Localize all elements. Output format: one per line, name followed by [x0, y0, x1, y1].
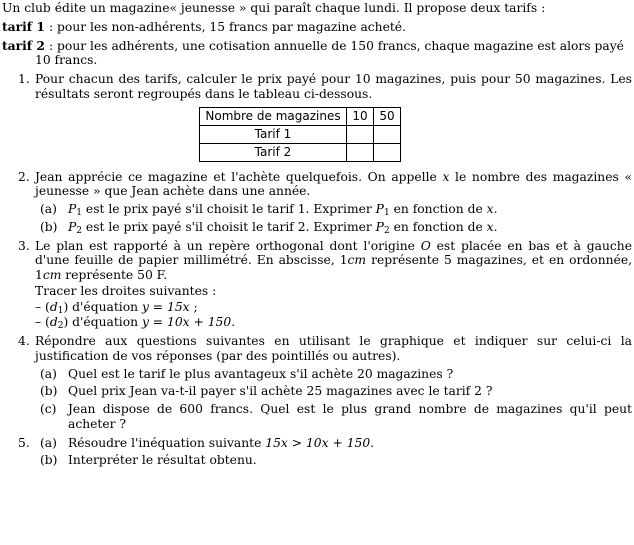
question-5-number: 5.	[18, 435, 30, 450]
price-p1-symbol: P	[375, 202, 384, 216]
line-d2-text: ) d'équation	[63, 315, 142, 330]
question-4a	[35, 367, 632, 382]
unit-cm: cm	[42, 268, 62, 282]
table-row	[200, 125, 401, 143]
line-d2	[35, 315, 632, 330]
question-4c-number: (c)	[40, 402, 57, 416]
inequation: 15x > 10x + 150	[265, 435, 371, 450]
question-1	[2, 72, 632, 102]
line-d2-symbol: d	[49, 315, 58, 330]
question-4b-text: Quel prix Jean va-t-il payer s'il achète 25 magazines avec le tarif 2 ?	[68, 384, 493, 399]
price-p1-subscript: 1	[383, 208, 390, 218]
line-d1	[35, 300, 632, 315]
line-d1-end: ;	[189, 299, 198, 314]
results-table	[199, 107, 401, 162]
question-5b	[35, 453, 632, 468]
question-3-text-4: représente 50 F.	[61, 268, 168, 282]
price-p2-subscript: 2	[76, 225, 83, 236]
question-2b-end: .	[493, 219, 498, 234]
line-d1-prefix: – (	[35, 299, 50, 314]
table-header-cell: 50	[374, 107, 401, 125]
table-row-label: Tarif 1	[200, 125, 347, 143]
question-5b-number: (b)	[40, 453, 58, 468]
question-3-trace: Tracer les droites suivantes :	[35, 283, 217, 298]
question-3-number: 3.	[18, 238, 30, 253]
question-3	[2, 239, 632, 331]
question-4c-text: Jean dispose de 600 francs. Quel est le plus grand nombre de magazines qu'il peut acheter ?	[68, 402, 632, 431]
tarif-2-text: : pour les adhérents, une cotisation annuelle de 150 francs, chaque magazine est alors payé 10 francs.	[35, 38, 624, 68]
line-d1-text: ) d'équation	[63, 299, 142, 314]
table-cell	[374, 125, 401, 143]
line-d2-subscript: 2	[57, 321, 64, 332]
line-d2-equation: y = 10x + 150	[141, 315, 232, 330]
intro-text: Un club édite un magazine« jeunesse » qui paraît chaque lundi. Il propose deux tarifs :	[2, 1, 546, 15]
price-p1-subscript: 1	[76, 208, 83, 218]
question-4	[2, 334, 632, 432]
question-5	[2, 436, 632, 469]
exercise-sheet	[2, 1, 632, 468]
question-4a-number: (a)	[40, 366, 57, 381]
question-4b	[35, 384, 632, 399]
question-2-text-b: le nombre des magazines « jeunesse » que Jean achète dans une année.	[35, 169, 632, 199]
question-3-text-3: représente 5 magazines, et en ordonnée, 1	[35, 253, 633, 282]
question-2a	[35, 202, 632, 217]
table-row	[200, 143, 401, 161]
question-5a-number: (a)	[40, 435, 57, 450]
line-d1-symbol: d	[49, 299, 58, 314]
tarif-2	[2, 39, 632, 69]
table-header-cell: Nombre de magazines	[200, 107, 347, 125]
question-4a-text: Quel est le tarif le plus avantageux s'il achète 20 magazines ?	[68, 366, 454, 381]
question-2b-text-2: en fonction de	[389, 219, 487, 234]
line-d1-equation: y = 15x	[141, 299, 190, 314]
tarif-2-label: tarif 2	[2, 37, 45, 53]
price-p1-symbol: P	[68, 202, 77, 216]
question-2a-text-1: est le prix payé s'il choisit le tarif 1. Exprimer	[82, 202, 376, 216]
table-header-row	[200, 107, 401, 125]
question-2a-text-2: en fonction de	[389, 202, 487, 216]
question-2-number: 2.	[18, 169, 30, 184]
line-d1-subscript: 1	[57, 305, 64, 316]
question-5a-end: .	[370, 435, 375, 450]
line-d2-prefix: – (	[35, 315, 50, 330]
question-5a	[35, 436, 632, 451]
table-header-cell: 10	[347, 107, 374, 125]
question-5b-text: Interpréter le résultat obtenu.	[68, 453, 257, 468]
variable-x: x	[486, 202, 494, 216]
price-p2-symbol: P	[68, 219, 77, 234]
question-4b-number: (b)	[40, 384, 58, 399]
question-4-number: 4.	[18, 334, 30, 348]
tarif-1-label: tarif 1	[2, 18, 45, 34]
price-p2-symbol: P	[375, 219, 384, 234]
variable-x: x	[442, 169, 450, 184]
table-row-label: Tarif 2	[200, 143, 347, 161]
question-1-text: Pour chacun des tarifs, calculer le prix payé pour 10 magazines, puis pour 50 magazines. Les résultats seront regroupés dans le tableau ci-dessous.	[35, 72, 632, 101]
tarif-1-text: : pour les non-adhérents, 15 francs par magazine acheté.	[49, 19, 406, 34]
question-4c	[35, 402, 632, 432]
question-5a-text: Résoudre l'inéquation suivante	[68, 435, 266, 450]
question-1-number: 1.	[18, 72, 30, 86]
question-3-text-1: Le plan est rapporté à un repère orthogonal dont l'origine	[35, 238, 421, 253]
question-4-text: Répondre aux questions suivantes en utilisant le graphique et indiquer sur celui-ci la justification de vos réponses (par des pointillés ou autres).	[35, 334, 632, 363]
table-cell	[347, 143, 374, 161]
question-2a-number: (a)	[40, 202, 57, 216]
variable-x: x	[486, 219, 494, 234]
tarif-1	[2, 20, 632, 35]
line-d2-end: .	[231, 315, 236, 330]
table-cell	[374, 143, 401, 161]
price-p2-subscript: 2	[383, 225, 390, 236]
question-2-text-a: Jean apprécie ce magazine et l'achète quelquefois. On appelle	[35, 169, 443, 184]
origin-o: O	[420, 238, 431, 253]
question-2b-number: (b)	[40, 219, 58, 234]
table-cell	[347, 125, 374, 143]
question-2b-text-1: est le prix payé s'il choisit le tarif 2. Exprimer	[82, 219, 376, 234]
question-2	[2, 170, 632, 235]
question-2b	[35, 220, 632, 235]
unit-cm: cm	[347, 253, 367, 268]
question-2a-end: .	[493, 202, 498, 216]
question-3-text-2: est placée en bas et à gauche d'une feuille de papier millimétré. En abscisse, 1	[35, 238, 632, 268]
